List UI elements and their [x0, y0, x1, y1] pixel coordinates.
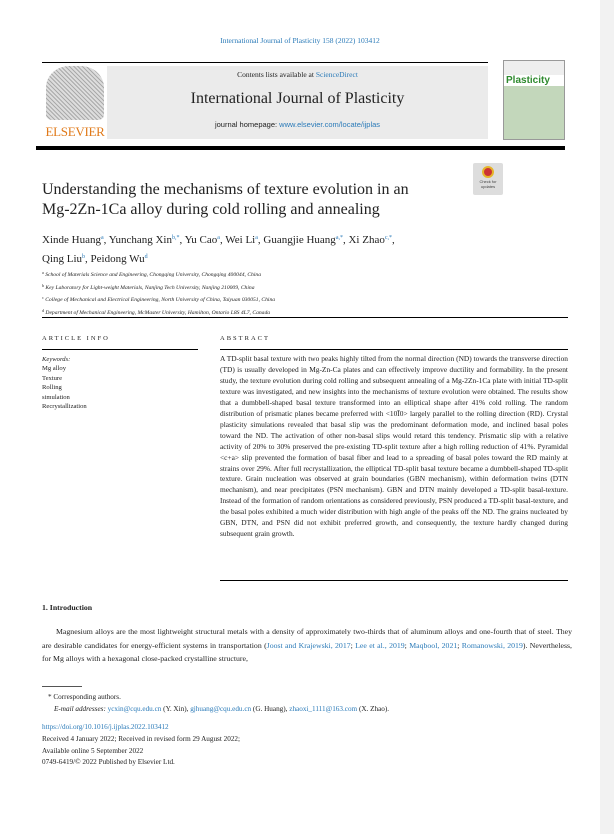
author[interactable]: Yu Cao$^a$	[184, 234, 220, 246]
homepage-label: journal homepage:	[214, 120, 280, 129]
masthead	[107, 66, 488, 139]
running-header[interactable]: International Journal of Plasticity 158 (2022) 103412	[220, 36, 380, 45]
cover-title: Plasticity	[504, 75, 564, 86]
author[interactable]: Xinde Huang$^a$	[42, 234, 104, 246]
author[interactable]: Wei Li$^a$	[225, 234, 258, 246]
doi-link[interactable]: https://doi.org/10.1016/j.ijplas.2022.103412	[42, 723, 169, 731]
check-label: Check for updates	[479, 179, 497, 189]
check-updates-icon	[482, 166, 494, 178]
author[interactable]: Guangjie Huang$^{a,*}$	[263, 234, 343, 246]
affiliation: $^b$ Key Laboratory for Light-weight Materials, Nanjing Tech University, Nanjing 210009, China	[42, 282, 255, 291]
keyword: Texture	[42, 374, 63, 382]
affiliation: $^a$ School of Materials Science and Engineering, Chongqing University, Chongqing 400044, China	[42, 270, 261, 278]
footnote: * Corresponding authors. E-mail addresses: ycxin@cqu.edu.cn (Y. Xin), gjhuang@cqu.edu.cn (G. Huang), zhaoxi_1111@163.com (X. Zhao).	[48, 693, 390, 713]
abstract-heading: ABSTRACT	[220, 335, 270, 342]
tree-icon	[46, 66, 104, 120]
article-meta	[42, 722, 240, 769]
publisher-name: ELSEVIER	[45, 124, 105, 139]
elsevier-logo	[42, 66, 108, 140]
author-list: Xinde Huang$^a$, Yunchang Xin$^{b,*}$, Yu Cao$^a$, Wei Li$^a$, Guangjie Huang$^{a,*}$, Xi Zhao$^{c,*}$, Qing Liu$^b$, Peidong Wu$^d$	[42, 234, 395, 265]
available-date: Available online 5 September 2022	[42, 746, 144, 755]
corresponding-note: * Corresponding authors.	[48, 693, 121, 701]
keywords-label: Keywords:	[42, 356, 71, 363]
affiliations	[42, 268, 275, 318]
citation-link[interactable]: Romanowski, 2019	[461, 640, 523, 650]
check-for-updates-button[interactable]	[473, 163, 503, 195]
divider	[220, 580, 568, 581]
divider	[220, 349, 568, 350]
title-line: Mg-2Zn-1Ca alloy during cold rolling and annealing	[42, 201, 380, 218]
journal-cover	[503, 60, 565, 140]
citation-link[interactable]: Maqbool, 2021	[409, 640, 458, 650]
page-margin	[600, 0, 614, 834]
article-info-heading: ARTICLE INFO	[42, 335, 110, 342]
citation-link[interactable]: Joost and Krajewski, 2017	[266, 640, 351, 650]
divider	[42, 349, 198, 350]
copyright: 0749-6419/© 2022 Published by Elsevier Ltd.	[42, 758, 175, 767]
author[interactable]: Qing Liu$^b$	[42, 253, 86, 265]
email-link[interactable]: gjhuang@cqu.edu.cn	[190, 705, 252, 713]
title-line: Understanding the mechanisms of texture evolution in an	[42, 181, 409, 198]
affiliation: $^d$ Department of Mechanical Engineering, McMaster University, Hamilton, Ontario L8S 4L7, Canada	[42, 307, 271, 316]
homepage-link[interactable]: www.elsevier.com/locate/ijplas	[279, 120, 381, 129]
divider	[36, 146, 565, 150]
email-link[interactable]: zhaoxi_1111@163.com	[289, 705, 358, 713]
affiliation: $^c$ College of Mechanical and Electrical Engineering, North University of China, Taiyuan 030051, China	[42, 295, 276, 303]
received-dates: Received 4 January 2022; Received in revised form 29 August 2022;	[42, 734, 241, 743]
keywords	[42, 355, 87, 411]
footnote-divider	[42, 686, 82, 687]
divider	[42, 317, 568, 318]
author[interactable]: Xi Zhao$^{c,*}$	[348, 234, 393, 246]
keyword: Rolling	[42, 384, 62, 392]
sciencedirect-link[interactable]: ScienceDirect	[315, 70, 358, 79]
divider	[42, 62, 488, 63]
journal-name: International Journal of Plasticity	[190, 90, 405, 107]
keyword: Recrystallization	[42, 403, 87, 411]
email-link[interactable]: ycxin@cqu.edu.cn	[107, 705, 162, 713]
author[interactable]: Peidong Wu$^d$	[90, 253, 148, 265]
email-label: E-mail addresses:	[54, 705, 106, 713]
keyword: Mg alloy	[42, 365, 66, 373]
abstract-text: A TD-split basal texture with two peaks highly tilted from the normal direction (ND) towards the transverse direction (TD) is usually developed in Mg-Zn-Ca plates and can effectively improve ductility and formability. In the present study, the texture evolution during cold rolling and subsequent annealing of a Mg-2Zn-1Ca plate with initial TD-split texture was investigated, and new insights into the mechanisms of texture evolution were obtained. The results show that a dumbbell-shaped basal texture transformed into an elliptical shape after 41% cold rolling. The random distribution of prismatic planes became preferred with <10Ī0> largely parallel to the rolling direction (RD). Crystal plasticity simulations revealed that basal slip was the predominant deformation mode, and inclined basal poles toward the ND. The activation of other non-basal slips would retard this tendency. Prismatic slip with a relative activity of 20% to 30% preserved the pre-existing TD-split texture after a high rolling reduction of 41%. Pyramidal <c+a> slip prevented the formation of basal fiber and lead to a spreading of basal poles toward the RD mainly at strains over 29%. After full recrystallization, the elliptical TD-split basal texture became a dumbbell-shaped TD-split texture. Grain nucleation was observed at grain boundaries (GBN mechanism), within deformation twins (DTN mechanism), and near precipitates (PSN mechanism). GBN and DTN mainly developed a TD-split basal-texture. Instead of the formation of random orientations as considered previously, PSN produced a TD-split basal-texture, and the basal poles exhibited a much wider distribution with high angle of the peaks off the ND. The grains nucleated by GBN, DTN, and PSN did not exhibit preferred growth, and consequently, the texture hardly changed during subsequent grain growth.	[220, 354, 568, 539]
article-title	[42, 180, 462, 220]
citation-link[interactable]: Lee et al., 2019	[355, 640, 405, 650]
keyword: simulation	[42, 393, 70, 401]
author[interactable]: Yunchang Xin$^{b,*}$	[108, 234, 180, 246]
section-heading: 1. Introduction	[42, 603, 93, 612]
contents-text: Contents lists available at	[237, 70, 316, 79]
intro-paragraph: Magnesium alloys are the most lightweight structural metals with a density of approximately two-thirds that of aluminum alloys and one-fourth that of steel. They are desirable candidates for energy-efficient systems in transportation (Joost and Krajewski, 2017; Lee et al., 2019; Maqbool, 2021; Romanowski, 2019). Nevertheless, for Mg alloys with a hexagonal close-packed crystalline structure,	[42, 627, 572, 663]
